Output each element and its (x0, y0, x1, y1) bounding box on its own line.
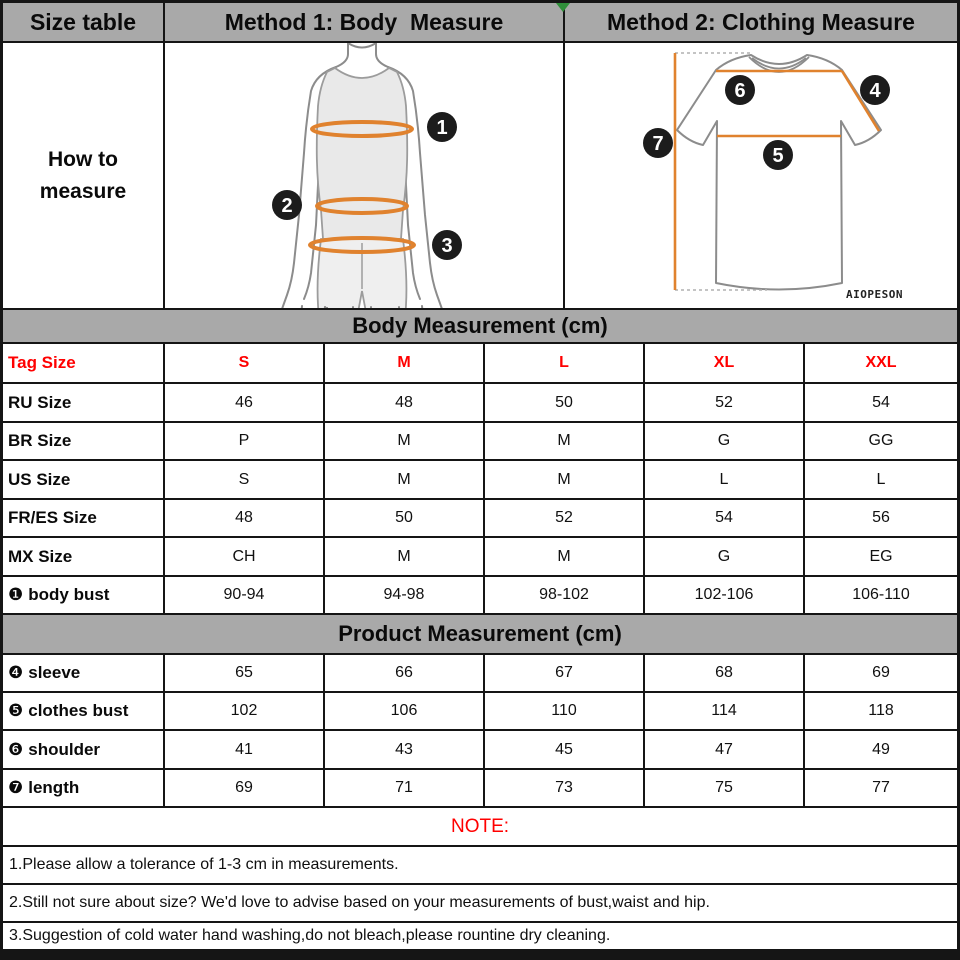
body-measure-diagram (163, 43, 563, 308)
cell: M (483, 461, 643, 498)
row-label: shoulder (28, 739, 101, 759)
table-row-clothes-bust (3, 693, 957, 731)
tag-size-xl: XL (643, 344, 803, 382)
table-row-sleeve (3, 655, 957, 693)
cell: 110 (483, 693, 643, 729)
row-label: sleeve (28, 663, 81, 682)
body-measurement-title: Body Measurement (cm) (3, 310, 957, 344)
cell: 54 (643, 500, 803, 536)
tag-size-l: L (483, 344, 643, 382)
note-title: NOTE: (3, 808, 957, 847)
table-row-shoulder (3, 731, 957, 770)
cell: 48 (323, 384, 483, 421)
note-item-2: 2.Still not sure about size? We'd love to advise based on your measurements of bust,waist and hip. (3, 885, 957, 923)
clothing-measure-diagram (563, 43, 957, 308)
cell: CH (163, 538, 323, 575)
cell: 45 (483, 731, 643, 768)
marker-5: 5 (772, 145, 784, 167)
body-figure-icon (165, 43, 563, 308)
cell: 49 (803, 731, 957, 768)
cell: 47 (643, 731, 803, 768)
cell: 77 (803, 770, 957, 806)
marker-3: 3 (441, 235, 453, 257)
marker-7: 7 (652, 133, 664, 155)
cell: 66 (323, 655, 483, 691)
marker-6: 6 (734, 80, 746, 102)
cell: G (643, 538, 803, 575)
row-label-tag-size: Tag Size (8, 353, 76, 372)
cell: 94-98 (323, 577, 483, 613)
cell: 41 (163, 731, 323, 768)
cell: 50 (483, 384, 643, 421)
cell: 52 (643, 384, 803, 421)
bottom-black-strip (3, 951, 957, 957)
cell: 54 (803, 384, 957, 421)
note-item-3: 3.Suggestion of cold water hand washing,do not bleach,please rountine dry cleaning. (3, 923, 957, 951)
circled-6-icon: ❻ (8, 739, 24, 759)
cell: 106 (323, 693, 483, 729)
cell: 114 (643, 693, 803, 729)
table-row-mx-size (3, 538, 957, 577)
cell: 71 (323, 770, 483, 806)
cell: M (323, 461, 483, 498)
cell: M (323, 423, 483, 459)
tag-size-m: M (323, 344, 483, 382)
cell: G (643, 423, 803, 459)
marker-1: 1 (436, 117, 448, 139)
row-label: RU Size (8, 392, 72, 412)
how-to-line2: measure (39, 179, 127, 203)
circled-7-icon: ❼ (8, 778, 24, 797)
cell: 118 (803, 693, 957, 729)
circled-5-icon: ❺ (8, 701, 24, 720)
cell: 68 (643, 655, 803, 691)
cell: 90-94 (163, 577, 323, 613)
table-row-us-size (3, 461, 957, 500)
table-row-length (3, 770, 957, 808)
cell: 102-106 (643, 577, 803, 613)
cell: L (643, 461, 803, 498)
cell: 46 (163, 384, 323, 421)
tag-size-row (3, 344, 957, 384)
cell: EG (803, 538, 957, 575)
cell: 52 (483, 500, 643, 536)
row-label: length (28, 778, 80, 797)
marker-2: 2 (281, 195, 293, 217)
row-label: MX Size (8, 546, 73, 566)
cell: 69 (803, 655, 957, 691)
cell: 69 (163, 770, 323, 806)
green-corner-icon (556, 3, 570, 12)
cell: 106-110 (803, 577, 957, 613)
row-label: BR Size (8, 431, 72, 450)
cell: 56 (803, 500, 957, 536)
table-row-ru-size (3, 384, 957, 423)
product-measurement-title: Product Measurement (cm) (3, 615, 957, 655)
note-item-1: 1.Please allow a tolerance of 1-3 cm in measurements. (3, 847, 957, 885)
table-row-body-bust (3, 577, 957, 615)
cell: M (483, 423, 643, 459)
method1-header: Method 1: Body Measure (163, 3, 563, 41)
table-row-fres-size (3, 500, 957, 538)
cell: L (803, 461, 957, 498)
cell: 75 (643, 770, 803, 806)
cell: M (483, 538, 643, 575)
row-label: clothes bust (28, 701, 129, 720)
tag-size-xxl: XXL (803, 344, 957, 382)
cell: 102 (163, 693, 323, 729)
row-label: body bust (28, 585, 110, 604)
table-row-br-size (3, 423, 957, 461)
method2-header: Method 2: Clothing Measure (563, 3, 957, 41)
cell: 43 (323, 731, 483, 768)
tshirt-icon (565, 43, 957, 308)
cell: GG (803, 423, 957, 459)
row-label: FR/ES Size (8, 508, 97, 527)
how-to-measure-label (3, 43, 163, 308)
cell: 73 (483, 770, 643, 806)
how-to-measure-row (3, 43, 957, 310)
cell: 98-102 (483, 577, 643, 613)
tag-size-s: S (163, 344, 323, 382)
cell: 65 (163, 655, 323, 691)
top-header-row (3, 3, 957, 43)
cell: 67 (483, 655, 643, 691)
cell: M (323, 538, 483, 575)
brand-label: AIOPESON (846, 288, 903, 301)
size-table-header: Size table (3, 3, 163, 41)
cell: S (163, 461, 323, 498)
circled-1-icon: ❶ (8, 585, 24, 604)
circled-4-icon: ❹ (8, 663, 24, 682)
how-to-line1: How to (48, 148, 118, 171)
marker-4: 4 (869, 80, 881, 102)
cell: 48 (163, 500, 323, 536)
cell: 50 (323, 500, 483, 536)
cell: P (163, 423, 323, 459)
row-label: US Size (8, 469, 71, 489)
